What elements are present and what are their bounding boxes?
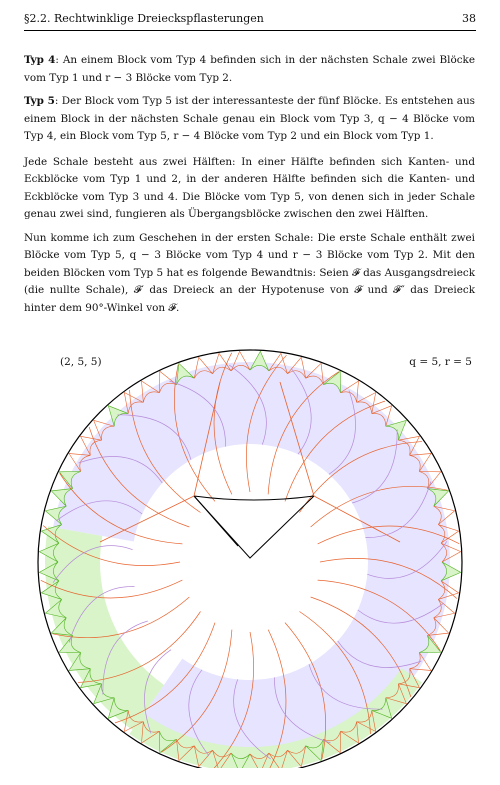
figure-label-triangle: (2, 5, 5) xyxy=(60,356,102,368)
paragraph-typ5 xyxy=(24,93,475,146)
paragraph-text: : An einem Block vom Typ 4 befinden sich in der nächsten Schale zwei Blöcke vom Typ 1 und r − 3 Blöcke vom Typ 2. xyxy=(24,54,475,84)
paragraph-typ4 xyxy=(24,52,475,87)
tiling-figure xyxy=(24,348,476,768)
poincare-disk-tiling xyxy=(24,348,476,768)
paragraph-text: : Der Block vom Typ 5 ist der interessanteste der fünf Blöcke. Es entstehen aus einem Block in der nächsten Schale genau ein Block vom Typ 3, q − 4 Blöcke vom Typ 4, ein Block vom Typ 5, r − 4 Blöcke vom Typ 2 und ein Block vom Typ 1. xyxy=(24,95,475,142)
paragraph-label: Typ 4 xyxy=(24,54,56,66)
body-text xyxy=(24,52,475,323)
paragraph-schale: Jede Schale besteht aus zwei Hälften: In einer Hälfte befinden sich Kanten- und Eckblöcke vom Typ 1 und 2, in der anderen Hälfte befinden sich die Kanten- und Eckblöcke vom Typ 3 und 4. Die Blöcke vom Typ 5, von denen sich in jeder Schale genau zwei sind, fungieren als Übergangsblöcke zwischen den zwei Hälften. xyxy=(24,155,475,220)
paragraph-label: Typ 5 xyxy=(24,95,55,107)
paragraph-erste-schale: Nun komme ich zum Geschehen in der ersten Schale: Die erste Schale enthält zwei Blöcke vom Typ 5, q − 3 Blöcke vom Typ 4 und r − 3 Blöcke vom Typ 2. Mit den beiden Blöcken vom Typ 5 hat es folgende Bewandtnis: Seien 𝓕 das Ausgangsdreieck (die nullte Schale), 𝓕′ das Dreieck an der Hypotenuse von 𝓕 und 𝓕″ das Dreieck hinter dem 90°-Winkel von 𝓕. xyxy=(24,231,475,314)
section-title: §2.2. Rechtwinklige Dreieckspflasterungen xyxy=(24,12,264,25)
page-number: 38 xyxy=(462,12,476,25)
figure-label-parameters: q = 5, r = 5 xyxy=(409,356,472,368)
running-header xyxy=(24,12,476,30)
header-rule xyxy=(24,30,476,31)
